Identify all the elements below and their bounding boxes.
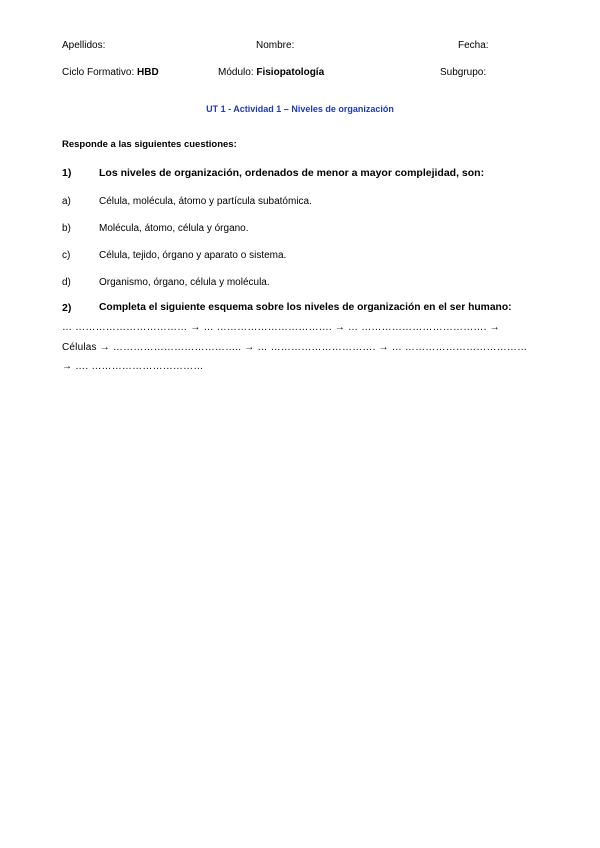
option-b-text: Molécula, átomo, célula y órgano. bbox=[99, 223, 249, 234]
activity-title: UT 1 - Actividad 1 – Niveles de organización bbox=[206, 104, 394, 114]
modulo-label: Módulo: bbox=[218, 67, 254, 78]
question1-number: 1) bbox=[62, 167, 72, 179]
scheme-line-3[interactable]: → …. …………………………… bbox=[62, 361, 204, 372]
instructions: Responde a las siguientes cuestiones: bbox=[62, 139, 237, 150]
apellidos-label: Apellidos: bbox=[62, 40, 106, 51]
nombre-label: Nombre: bbox=[256, 40, 295, 51]
ciclo-formativo-label: Ciclo Formativo: bbox=[62, 67, 135, 78]
question1-text: Los niveles de organización, ordenados de menor a mayor complejidad, son: bbox=[99, 167, 485, 179]
subgrupo-label: Subgrupo: bbox=[440, 67, 487, 78]
modulo-value: Fisiopatología bbox=[256, 67, 325, 78]
option-d-letter: d) bbox=[62, 277, 71, 288]
option-b-letter: b) bbox=[62, 223, 71, 234]
option-c-text: Célula, tejido, órgano y aparato o sistema. bbox=[99, 250, 287, 261]
ciclo-formativo bbox=[62, 67, 159, 78]
question2-number: 2) bbox=[62, 302, 72, 314]
option-c-letter: c) bbox=[62, 250, 71, 261]
option-a-letter: a) bbox=[62, 196, 71, 207]
option-a-text: Célula, molécula, átomo y partícula subatómica. bbox=[99, 196, 312, 207]
option-d-text: Organismo, órgano, célula y molécula. bbox=[99, 277, 270, 288]
ciclo-formativo-value: HBD bbox=[137, 67, 159, 78]
fecha-label: Fecha: bbox=[458, 40, 489, 51]
scheme-line-2[interactable]: Células → ……………………………….. → … …………………………. → … ……………………………… bbox=[62, 342, 528, 353]
scheme-line-1[interactable]: … …………………………… → … ……………………………. → … ………………………………. → bbox=[62, 322, 500, 333]
question2-text: Completa el siguiente esquema sobre los niveles de organización en el ser humano: bbox=[99, 302, 512, 313]
modulo bbox=[218, 67, 324, 78]
